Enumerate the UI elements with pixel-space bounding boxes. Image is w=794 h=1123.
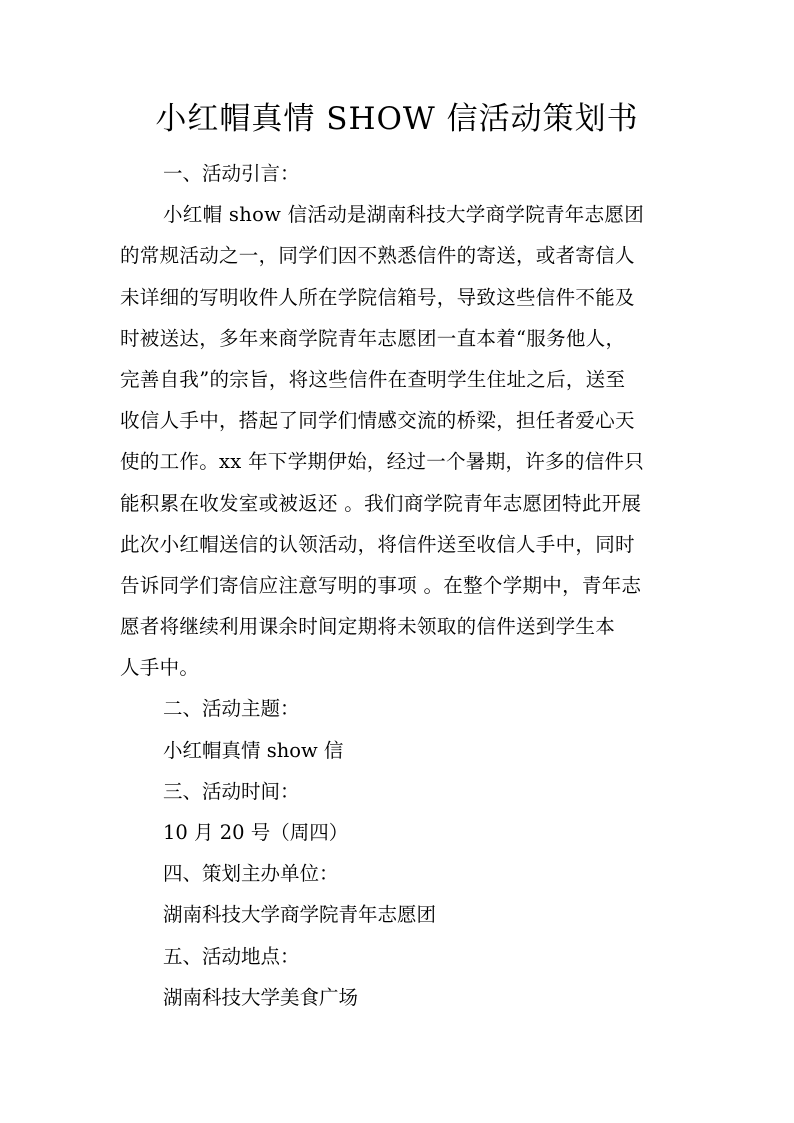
section-heading-intro: 一、活动引言： [163,162,300,185]
time-value: 10 月 20 号（周四） [163,821,349,844]
intro-paragraph-line: 时被送达，多年来商学院青年志愿团一直本着“服务他人， [120,326,626,350]
intro-paragraph-line: 愿者将继续利用课余时间定期将未领取的信件送到学生本 [120,615,616,639]
section-heading-location: 五、活动地点： [163,944,300,968]
intro-paragraph-line: 告诉同学们寄信应注意写明的事项 。在整个学期中，青年志 [120,573,642,597]
intro-paragraph-line: 此次小红帽送信的认领活动，将信件送至收信人手中，同时 [120,532,635,556]
organizer-value: 湖南科技大学商学院青年志愿团 [163,903,437,927]
intro-paragraph-line: 完善自我”的宗旨，将这些信件在查明学生住址之后，送至 [120,367,626,391]
intro-paragraph-line: 人手中。 [120,656,200,680]
section-heading-time: 三、活动时间： [163,779,300,803]
intro-paragraph-line: 收信人手中，搭起了同学们情感交流的桥梁，担任者爱心天 [120,409,635,433]
theme-value: 小红帽真情 show 信 [163,738,344,762]
intro-paragraph-line: 的常规活动之一，同学们因不熟悉信件的寄送，或者寄信人 [120,244,635,268]
intro-paragraph-line: 使的工作。xx 年下学期伊始，经过一个暑期，许多的信件只 [120,450,645,474]
intro-paragraph-line: 小红帽 show 信活动是湖南科技大学商学院青年志愿团 [163,203,644,227]
section-heading-theme: 二、活动主题： [163,697,300,721]
document-body [120,153,676,1018]
document-title: 小红帽真情 SHOW 信活动策划书 [155,101,639,137]
intro-paragraph-line: 未详细的写明收件人所在学院信箱号，导致这些信件不能及 [120,285,635,309]
section-heading-organizer: 四、策划主办单位： [163,862,339,886]
location-value: 湖南科技大学美食广场 [163,985,359,1009]
intro-paragraph-line: 能积累在收发室或被返还 。我们商学院青年志愿团特此开展 [120,491,642,515]
